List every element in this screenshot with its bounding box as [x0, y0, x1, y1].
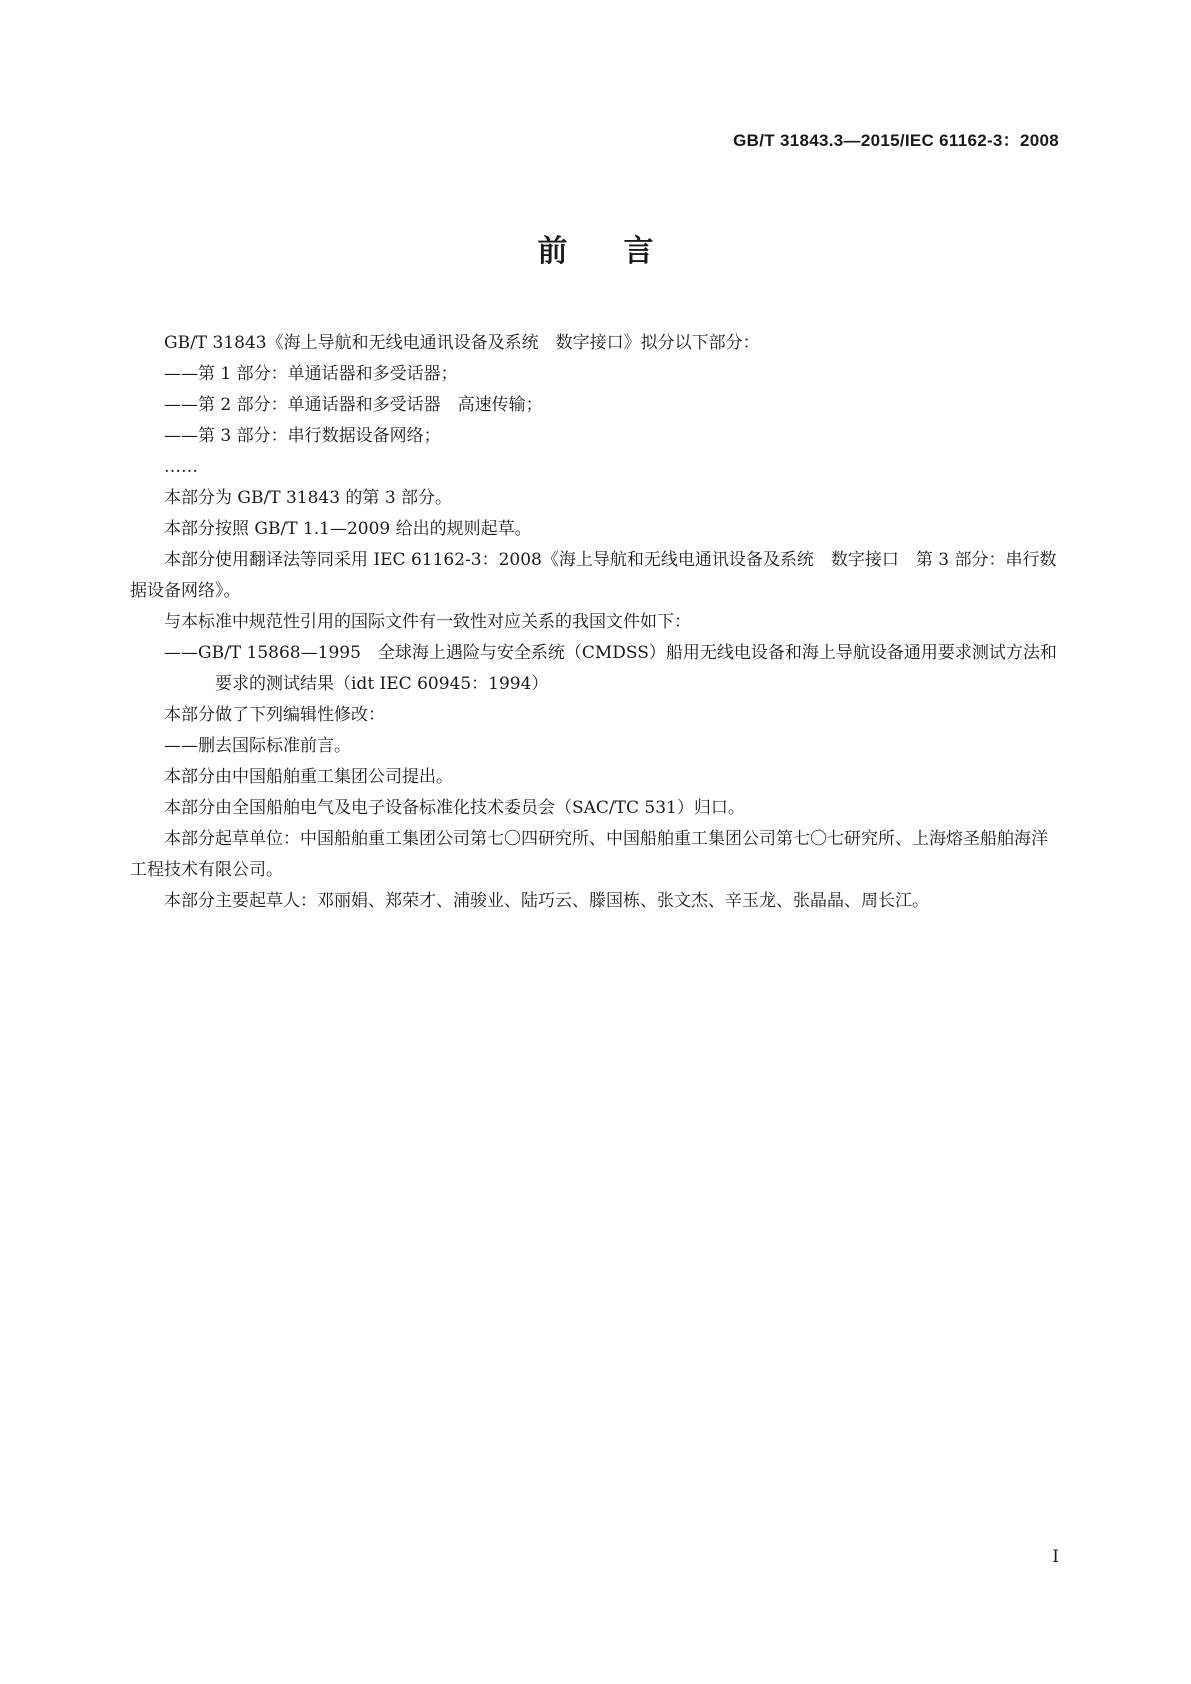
list-ellipsis: ……	[164, 457, 198, 477]
paragraph-drafting-rules: 本部分按照 GB/T 1.1—2009 给出的规则起草。	[164, 519, 532, 539]
paragraph-proposer: 本部分由中国船舶重工集团公司提出。	[164, 767, 453, 787]
list-item-part-3: ——第 3 部分：串行数据设备网络；	[164, 426, 441, 446]
list-item-part-2: ——第 2 部分：单通话器和多受话器 高速传输；	[164, 395, 543, 415]
paragraph-part-statement: 本部分为 GB/T 31843 的第 3 部分。	[164, 488, 453, 508]
paragraph-drafting-units: 本部分起草单位：中国船舶重工集团公司第七〇四研究所、中国船舶重工集团公司第七〇七研究所、上海熔圣船舶海洋工程技术有限公司。	[130, 829, 1048, 880]
paragraph-editorial-changes: 本部分做了下列编辑性修改：	[164, 705, 385, 725]
list-item-part-1: ——第 1 部分：单通话器和多受话器；	[164, 364, 458, 384]
paragraph-drafters: 本部分主要起草人：邓丽娟、郑荣才、浦骏业、陆巧云、滕国栋、张文杰、辛玉龙、张晶晶、周长江。	[164, 891, 929, 911]
preface-body	[130, 328, 1060, 917]
paragraph-technical-committee: 本部分由全国船舶电气及电子设备标准化技术委员会（SAC/TC 531）归口。	[164, 798, 745, 818]
document-number-header: GB/T 31843.3—2015/IEC 61162-3：2008	[733, 131, 1059, 150]
paragraph-correspondence-intro: 与本标准中规范性引用的国际文件有一致性对应关系的我国文件如下：	[164, 612, 691, 632]
page-number: I	[1052, 1547, 1059, 1567]
paragraph-adoption: 本部分使用翻译法等同采用 IEC 61162-3：2008《海上导航和无线电通讯设备及系统 数字接口 第 3 部分：串行数据设备网络》。	[130, 550, 1057, 601]
list-item-corresponding-standard: ——GB/T 15868—1995 全球海上遇险与安全系统（CMDSS）船用无线电设备和海上导航设备通用要求测试方法和要求的测试结果（idt IEC 60945：1994）	[164, 643, 1057, 694]
page-title: 前言	[537, 234, 710, 269]
paragraph-series-intro: GB/T 31843《海上导航和无线电通讯设备及系统 数字接口》拟分以下部分：	[164, 333, 760, 353]
list-item-editorial-change: ——删去国际标准前言。	[164, 736, 351, 756]
